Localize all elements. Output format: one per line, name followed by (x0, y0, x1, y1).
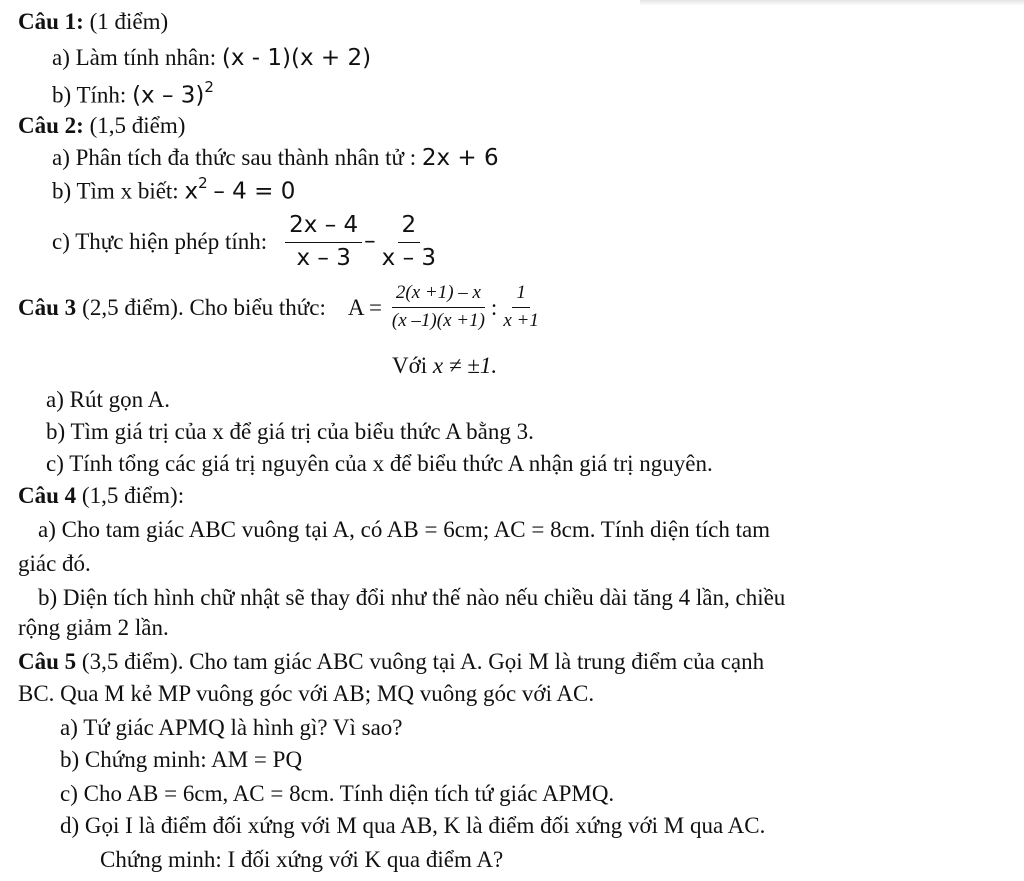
q3-part-b: b) Tìm giá trị của x để giá trị của biểu thức A bằng 3. (46, 419, 534, 444)
q2-frac1-denominator: x – 3 (296, 244, 351, 271)
q3-title: Câu 3 (18, 294, 77, 320)
q2-points: (1,5 điểm) (89, 113, 186, 138)
q2-heading (18, 112, 185, 140)
q1-b-base: (x – 3) (132, 82, 205, 109)
q5-title: Câu 5 (18, 649, 77, 674)
q4-part-b-line2: rộng giảm 2 lần. (18, 615, 169, 640)
q3-cond-text: Với (392, 353, 428, 378)
q1-heading (18, 8, 168, 36)
q1-title: Câu 1: (18, 9, 84, 34)
q3-fraction-1 (388, 282, 489, 333)
q3-heading (18, 282, 545, 333)
q2-frac2-numerator: 2 (398, 212, 421, 243)
q2-part-a (52, 144, 499, 173)
q4-points: (1,5 điểm): (81, 483, 185, 508)
q3-condition (392, 352, 497, 380)
q2-a-expr: 2x + 6 (421, 145, 499, 171)
q5-part-b: b) Chứng minh: AM = PQ (60, 747, 303, 772)
q5-part-a: a) Tứ giác APMQ là hình gì? Vì sao? (60, 715, 403, 740)
q1-part-b (52, 80, 214, 110)
q3-colon: : (490, 294, 498, 320)
q2-fraction-1 (285, 212, 362, 272)
q3-fraction-2 (499, 282, 543, 333)
q3-intro: (2,5 điểm). Cho biểu thức: (82, 294, 326, 320)
q1-points: (1 điểm) (89, 9, 169, 34)
q4-heading (18, 482, 184, 510)
q3-cond-expr: x ≠ ±1. (432, 353, 498, 378)
q1-part-a (52, 44, 371, 73)
q1-a-text: a) Làm tính nhân: (52, 45, 217, 70)
q3-part-a: a) Rút gọn A. (46, 387, 170, 412)
q2-frac1-numerator: 2x – 4 (285, 212, 362, 243)
q5-part-d-line1: d) Gọi I là điểm đối xứng với M qua AB, K là điểm đối xứng với M qua AC. (60, 813, 766, 838)
q2-minus: – (364, 228, 376, 255)
q2-b-exp: 2 (198, 174, 208, 192)
q4-part-b-line1: b) Diện tích hình chữ nhật sẽ thay đổi như thế nào nếu chiều dài tăng 4 lần, chiều (38, 585, 786, 610)
q2-c-text: c) Thực hiện phép tính: (52, 229, 268, 255)
q2-b-base: x (184, 178, 199, 205)
q3-frac2-numerator: 1 (512, 282, 530, 308)
q5-line2: BC. Qua M kẻ MP vuông góc với AB; MQ vuông góc với AC. (18, 681, 595, 706)
q4-part-a-line1: a) Cho tam giác ABC vuông tại A, có AB = 6cm; AC = 8cm. Tính diện tích tam (38, 517, 771, 542)
q3-frac1-denominator: (x –1)(x +1) (391, 309, 485, 331)
q5-line1: (3,5 điểm). Cho tam giác ABC vuông tại A. Gọi M là trung điểm của cạnh (81, 649, 765, 674)
q2-title: Câu 2: (18, 113, 84, 138)
q2-a-text: a) Phân tích đa thức sau thành nhân tử : (52, 145, 417, 170)
q2-b-rest: – 4 = 0 (213, 178, 296, 205)
window-edge-shadow (640, 0, 1024, 6)
q3-frac2-denominator: x +1 (503, 309, 539, 331)
q3-frac1-numerator: 2(x +1) – x (392, 282, 485, 308)
q5-part-d-line2: Chứng minh: I đối xứng với K qua điểm A? (100, 847, 504, 872)
q1-b-exp: 2 (204, 78, 214, 96)
q4-title: Câu 4 (18, 483, 77, 508)
q2-frac2-denominator: x – 3 (381, 244, 437, 271)
q1-b-text: b) Tính: (52, 82, 127, 108)
q3-part-c: c) Tính tổng các giá trị nguyên của x để biểu thức A nhận giá trị nguyên. (46, 451, 713, 476)
q2-b-text: b) Tìm x biết: (52, 178, 179, 204)
q4-part-a-line2: giác đó. (18, 551, 91, 576)
q2-part-b (52, 176, 295, 206)
q5-part-c: c) Cho AB = 6cm, AC = 8cm. Tính diện tích tứ giác APMQ. (60, 781, 615, 806)
q2-part-c (52, 212, 442, 272)
q2-fraction-2 (378, 212, 440, 272)
q5-heading (18, 648, 764, 676)
q3-a-eq: A = (347, 294, 382, 320)
q1-a-expr: (x - 1)(x + 2) (221, 45, 372, 71)
